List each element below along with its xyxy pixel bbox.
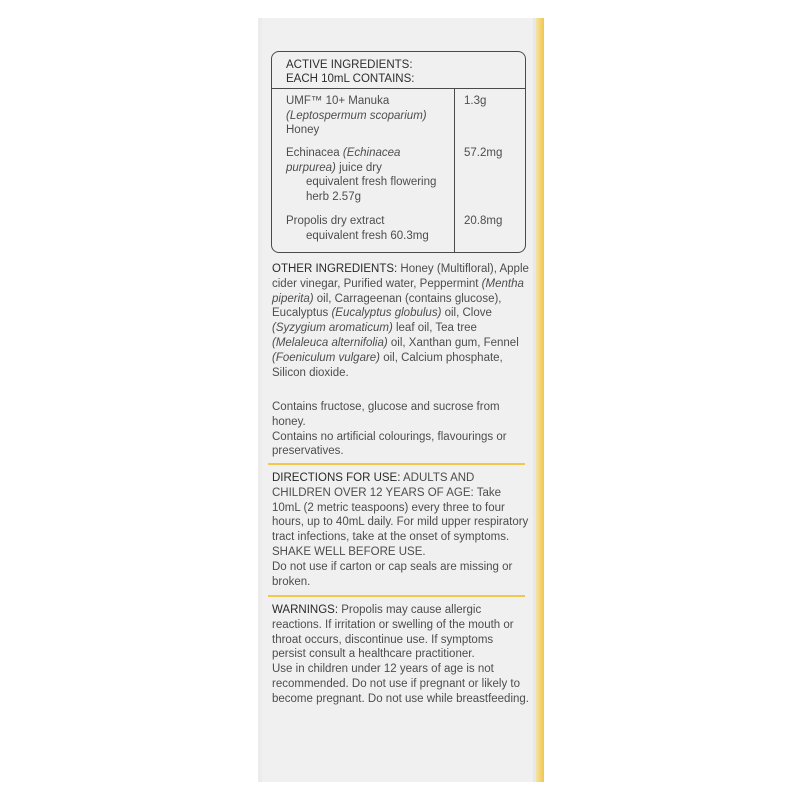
panel-right-edge bbox=[536, 18, 544, 782]
amount-manuka: 1.3g bbox=[464, 95, 487, 107]
directions-for-use: DIRECTIONS FOR USE: ADULTS AND CHILDREN OVER 12 YEARS OF AGE: Take 10mL (2 metric teaspoons) every three to four hours, up to 40mL daily. For mild upper respiratory tract infections, take at the onset of symptoms. SHAKE WELL BEFORE USE. Do not use if carton or cap seals are missing or broken. bbox=[272, 472, 529, 588]
directions-label: DIRECTIONS FOR USE: bbox=[272, 472, 401, 484]
column-divider bbox=[454, 89, 455, 252]
warnings: WARNINGS: Propolis may cause allergic reactions. If irritation or swelling of the mouth or throat occurs, discontinue use. If symptoms persist consult a healthcare practitioner. Use in children under 12 years of age is not recommended. Do not use if pregnant or likely to become pregnant. Do not use while breastfeeding. bbox=[272, 604, 529, 705]
section-divider bbox=[268, 595, 525, 597]
panel-left-edge bbox=[258, 18, 262, 782]
other-ingredients-label: OTHER INGREDIENTS: bbox=[272, 263, 398, 275]
amount-propolis: 20.8mg bbox=[464, 215, 503, 227]
contains-statement: Contains fructose, glucose and sucrose from honey. Contains no artificial colourings, flavourings or preservatives. bbox=[272, 401, 507, 458]
warnings-label: WARNINGS: bbox=[272, 604, 339, 616]
section-divider bbox=[268, 463, 525, 465]
ingredient-manuka: UMF™ 10+ Manuka (Leptospermum scoparium) Honey bbox=[286, 95, 427, 136]
active-ingredients-table bbox=[271, 51, 526, 253]
active-ingredients-header: ACTIVE INGREDIENTS: EACH 10mL CONTAINS: bbox=[272, 52, 525, 89]
ingredient-echinacea: Echinacea (Echinacea purpurea) juice dry equivalent fresh flowering herb 2.57g bbox=[286, 147, 437, 203]
other-ingredients: OTHER INGREDIENTS: Honey (Multifloral), Apple cider vinegar, Purified water, Peppermint (Mentha piperita) oil, Carrageenan (contains glucose), Eucalyptus (Eucalyptus globulus) oil, Clove (Syzygium aromaticum) leaf oil, Tea tree (Melaleuca alternifolia) oil, Xanthan gum, Fennel (Foeniculum vulgare) oil, Calcium phosphate, Silicon dioxide. bbox=[272, 263, 529, 379]
ingredient-propolis: Propolis dry extract equivalent fresh 60.3mg bbox=[286, 215, 429, 242]
amount-echinacea: 57.2mg bbox=[464, 147, 503, 159]
